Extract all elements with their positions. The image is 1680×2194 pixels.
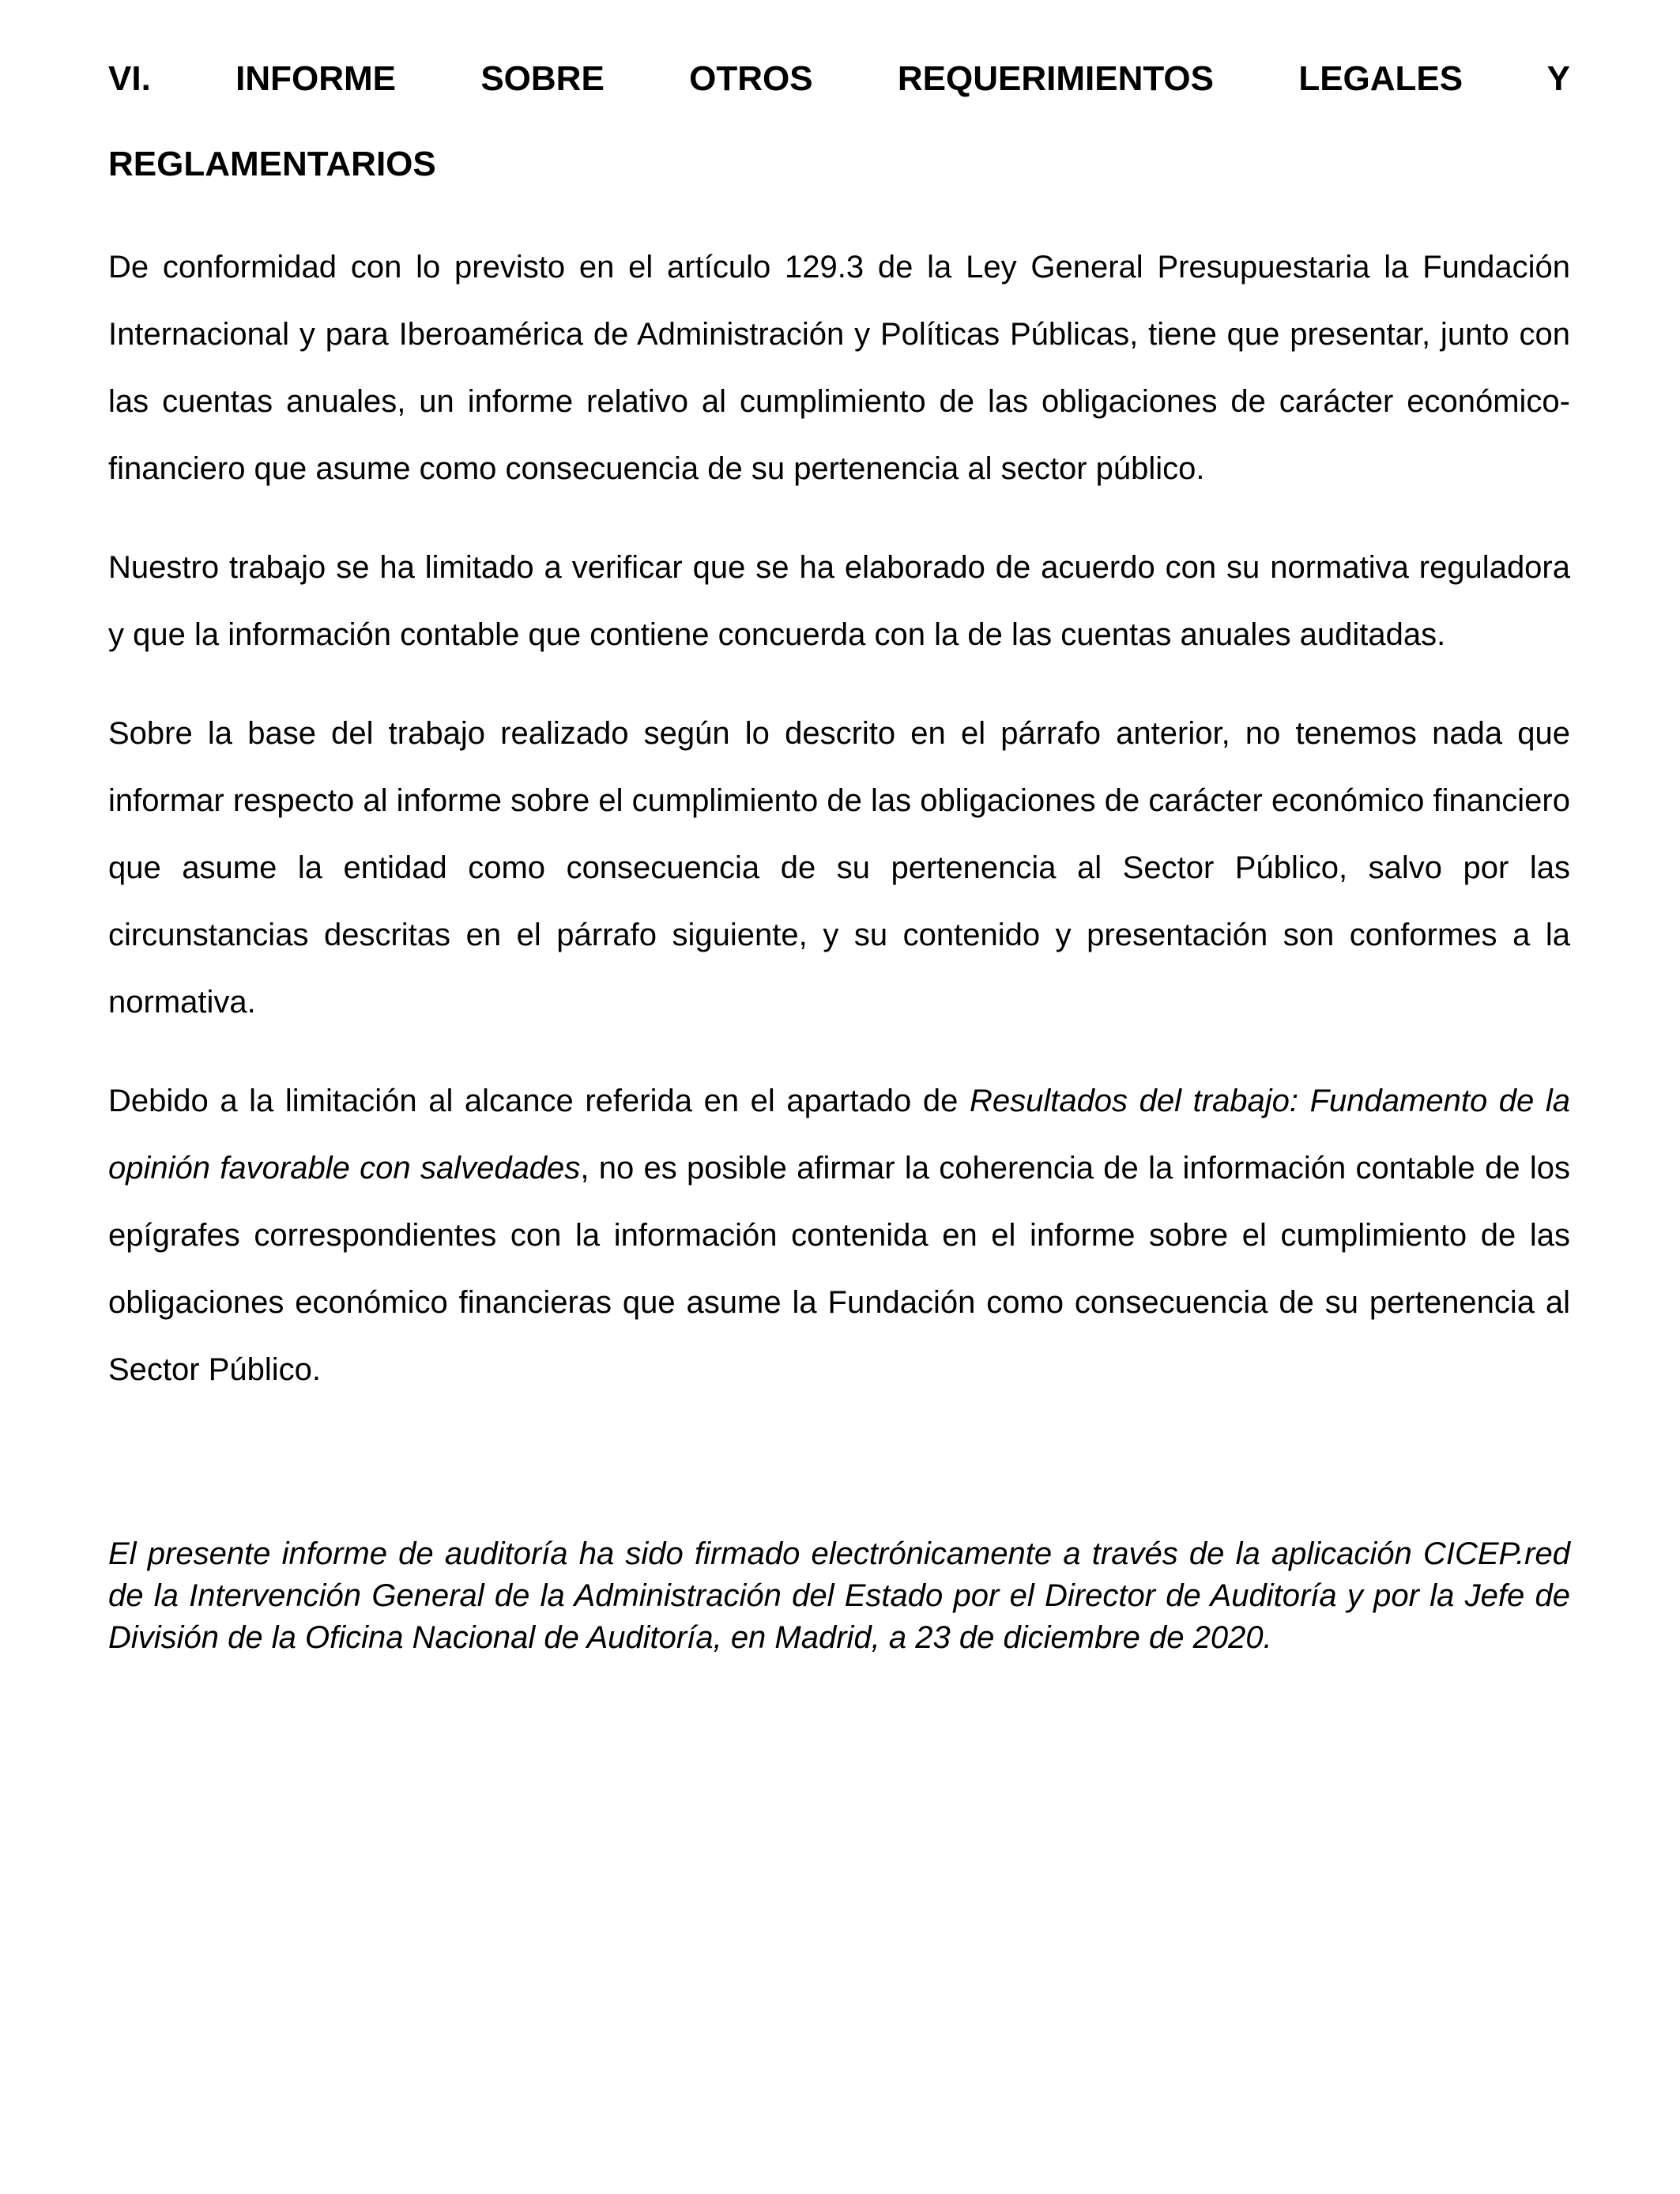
document-page: [108, 46, 1570, 1659]
electronic-signature-note: El presente informe de auditoría ha sido firmado electrónicamente a través de la aplicación CICEP.red de la Intervención General de la Administración del Estado por el Director de Auditoría y por la Jefe de División de la Oficina Nacional de Auditoría, en Madrid, a 23 de diciembre de 2020.: [108, 1536, 1570, 1655]
section-heading-line-1: VI. INFORME SOBRE OTROS REQUERIMIENTOS LEGALES Y: [108, 59, 1570, 98]
paragraph-legal-basis: De conformidad con lo previsto en el artículo 129.3 de la Ley General Presupuestaria la Fundación Internacional y para Iberoamérica de Administración y Políticas Públicas, tiene que presentar, junto con las cuentas anuales, un informe relativo al cumplimiento de las obligaciones de carácter económico-financiero que asume como consecuencia de su pertenencia al sector público.: [108, 250, 1570, 486]
paragraph-limitation-end: , no es posible afirmar la coherencia de la información contable de los epígrafes correspondientes con la información contenida en el informe sobre el cumplimiento de las obligaciones económico financieras que asume la Fundación como consecuencia de su pertenencia al Sector Público.: [108, 1151, 1571, 1387]
paragraph-conclusion: Sobre la base del trabajo realizado según lo descrito en el párrafo anterior, no tenemos nada que informar respecto al informe sobre el cumplimiento de las obligaciones de carácter económico financiero que asume la entidad como consecuencia de su pertenencia al Sector Público, salvo por las circunstancias descritas en el párrafo siguiente, y su contenido y presentación son conformes a la normativa.: [108, 716, 1570, 1020]
paragraph-scope-of-work: Nuestro trabajo se ha limitado a verificar que se ha elaborado de acuerdo con su normativa reguladora y que la información contable que contiene concuerda con la de las cuentas anuales auditadas.: [108, 550, 1570, 652]
paragraph-limitation-start: Debido a la limitación al alcance referida en el apartado de: [108, 1084, 970, 1118]
paragraph-limitation-reference: Resultados del trabajo: Fundamento de la opinión favorable con salvedades: [108, 1084, 1570, 1186]
section-heading: [108, 46, 1570, 198]
section-heading-line-2: REGLAMENTARIOS: [108, 145, 436, 183]
paragraph-limitation: [108, 1068, 1570, 1404]
